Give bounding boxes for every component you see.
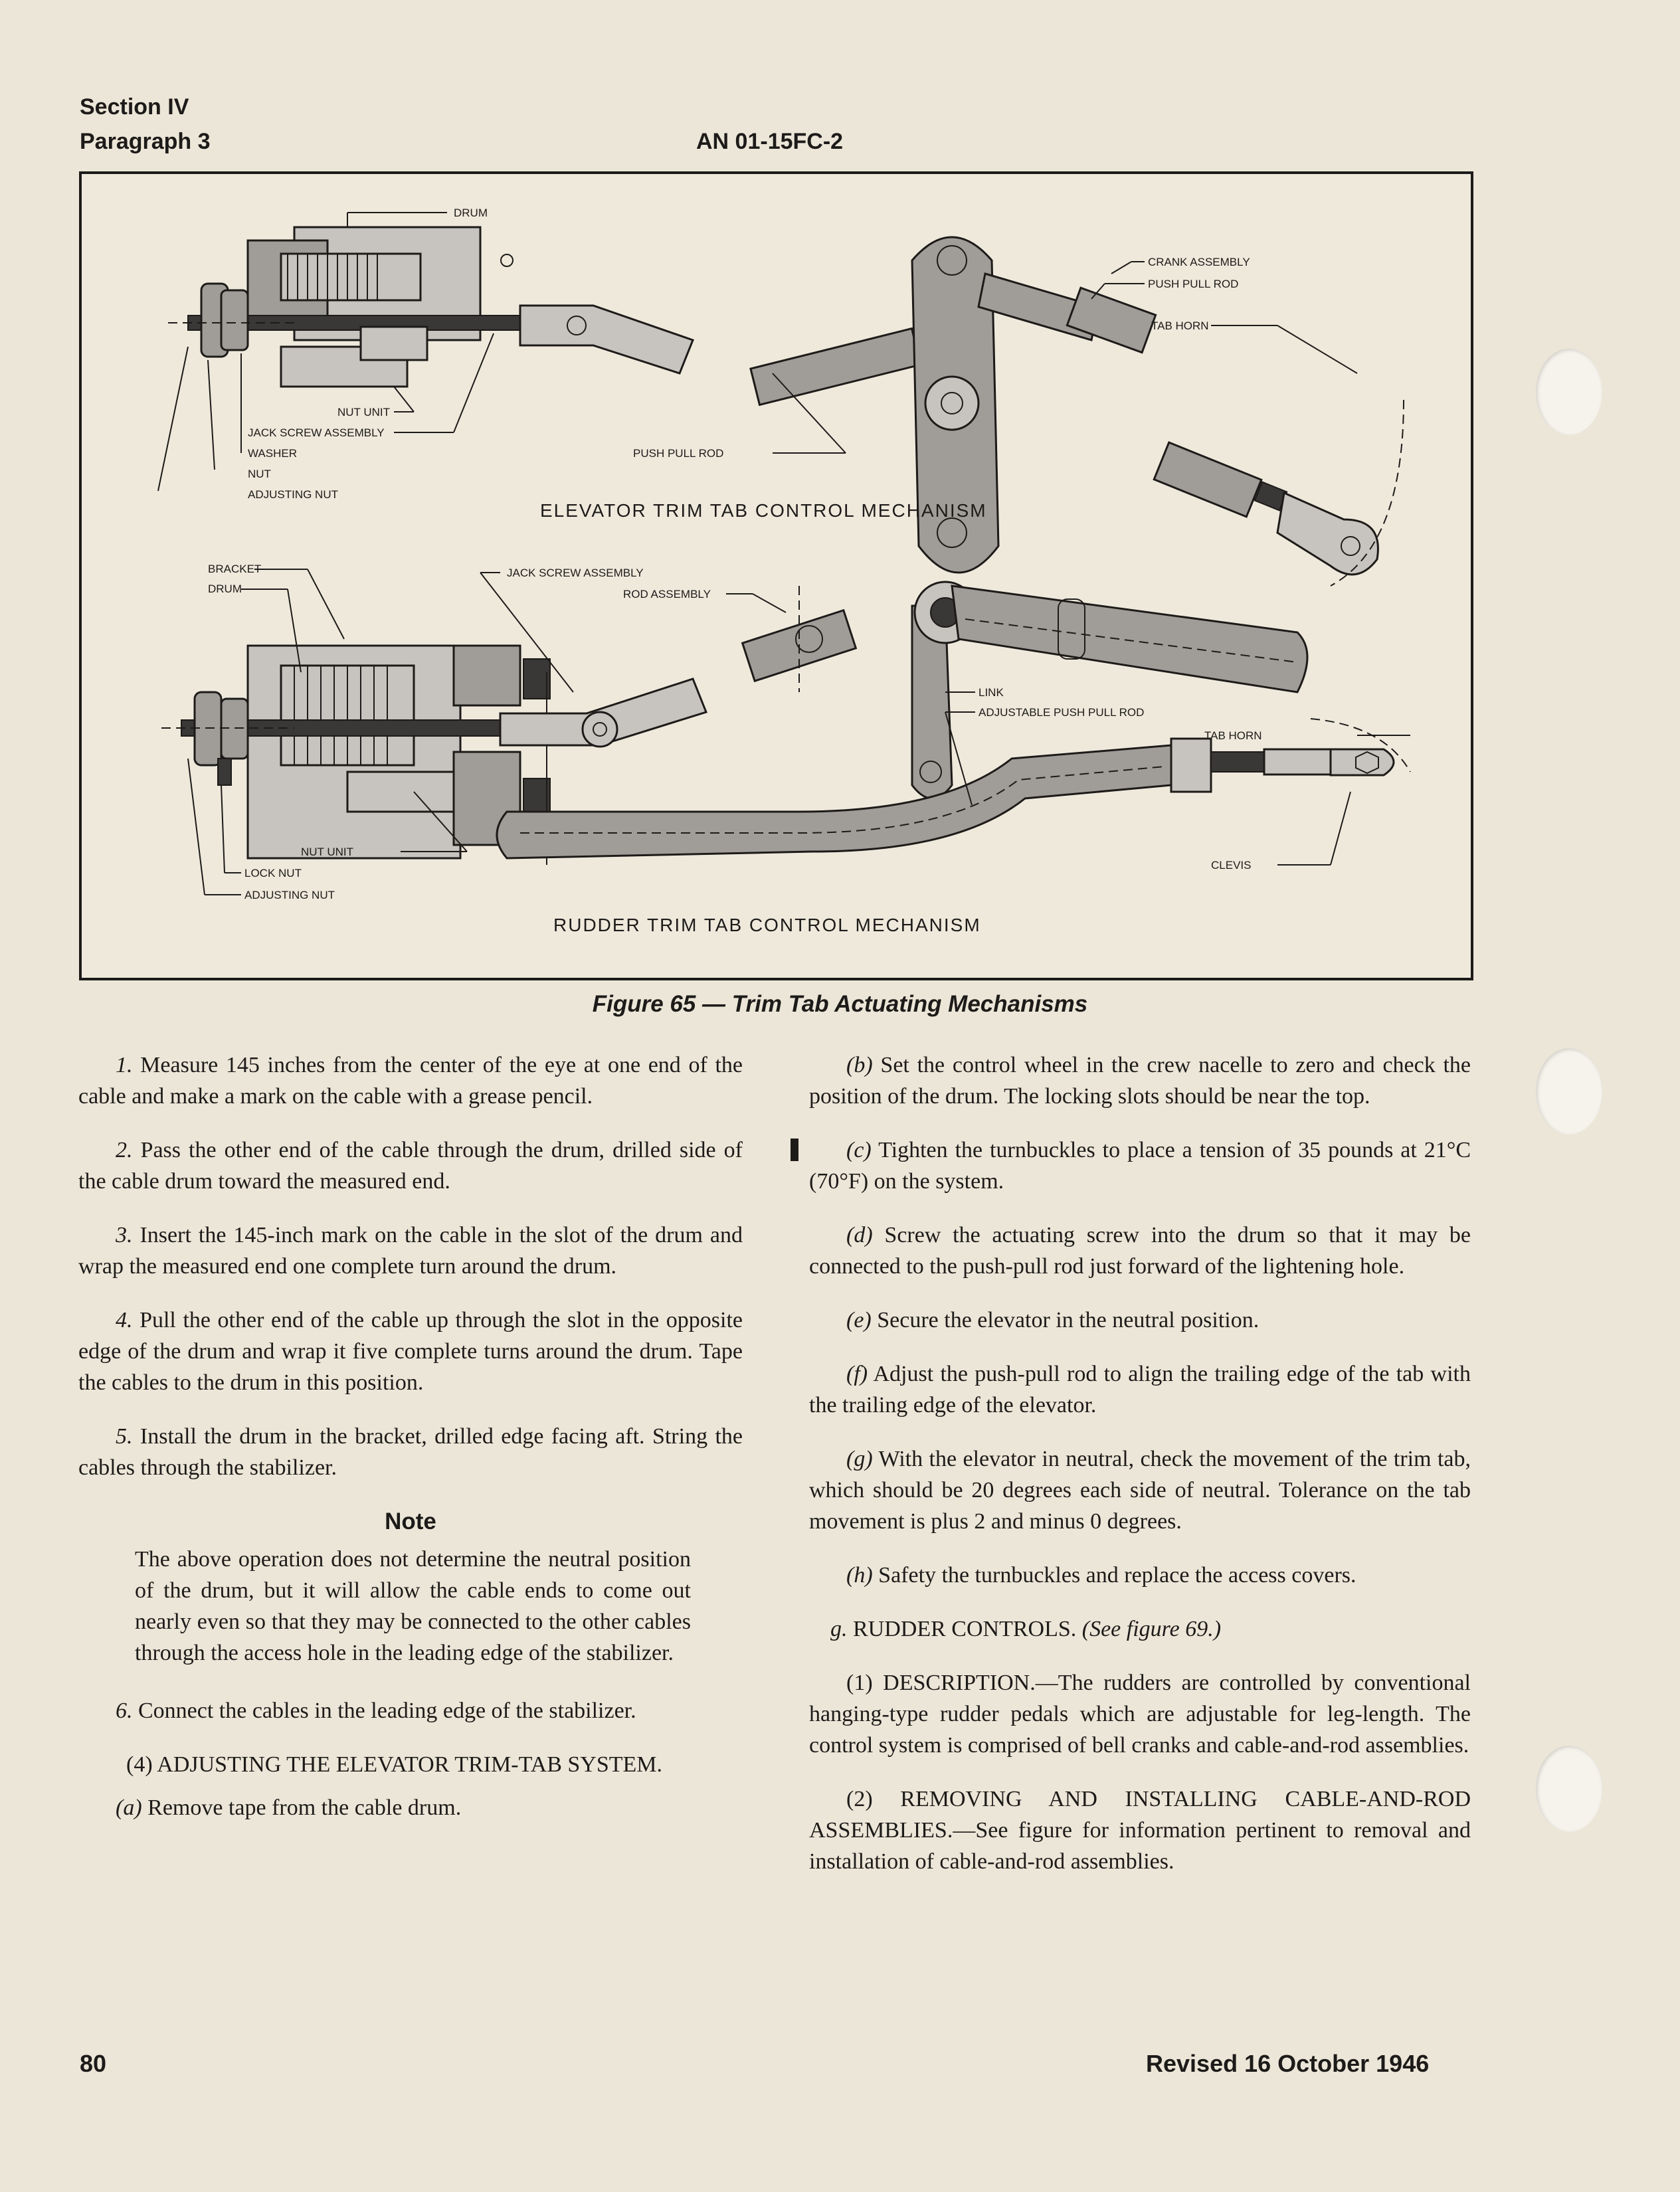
label-jack-screw-assembly: JACK SCREW ASSEMBLY <box>507 567 644 579</box>
step-d: (d) Screw the actuating screw into the drum so that it may be connected to the push-pull rod just forward of the lightening hole. <box>809 1223 1471 1279</box>
change-bar <box>791 1139 798 1161</box>
figure-caption: Figure 65 — Trim Tab Actuating Mechanisms <box>592 991 1088 1017</box>
figure-65 <box>79 171 1473 980</box>
label-push-pull-rod-top: PUSH PULL ROD <box>1148 278 1239 290</box>
step-5: 5. Install the drum in the bracket, drilled edge facing aft. String the cables through the stabilizer. <box>78 1424 743 1480</box>
step-g: (g) With the elevator in neutral, check the movement of the trim tab, which should be 20 degrees each side of neutral. Tolerance on the tab movement is plus 2 and minus 0 degrees. <box>809 1447 1471 1534</box>
step-b: (b) Set the control wheel in the crew nacelle to zero and check the position of the drum. The locking slots should be near the top. <box>809 1053 1471 1109</box>
step-a: (a) Remove tape from the cable drum. <box>116 1795 462 1820</box>
label-nut: NUT <box>248 468 271 480</box>
label-link: LINK <box>979 686 1004 699</box>
label-rod-assembly: ROD ASSEMBLY <box>623 588 711 600</box>
label-nut-unit: NUT UNIT <box>301 846 354 858</box>
step-6: 6. Connect the cables in the leading edge of the stabilizer. <box>116 1698 636 1723</box>
label-nut-unit: NUT UNIT <box>337 406 391 418</box>
label-jack-screw-assembly: JACK SCREW ASSEMBLY <box>248 426 385 439</box>
step-e: (e) Secure the elevator in the neutral position. <box>846 1308 1260 1332</box>
label-tab-horn: TAB HORN <box>1204 729 1262 742</box>
step-1: 1. Measure 145 inches from the center of the eye at one end of the cable and make a mark on the cable with a grease pencil. <box>78 1053 743 1109</box>
elevator-mechanism-title: ELEVATOR TRIM TAB CONTROL MECHANISM <box>540 500 987 521</box>
trim-tab-mechanism-drawing <box>82 174 1471 978</box>
revision-date: Revised 16 October 1946 <box>1146 2050 1430 2077</box>
subsection-4-heading: (4) ADJUSTING THE ELEVATOR TRIM-TAB SYSTEM. <box>126 1752 663 1777</box>
step-3: 3. Insert the 145-inch mark on the cable in the slot of the drum and wrap the measured end one complete turn around the drum. <box>78 1223 743 1279</box>
label-tab-horn: TAB HORN <box>1151 320 1209 332</box>
label-adjusting-nut: ADJUSTING NUT <box>248 488 338 501</box>
elevator-push-pull-rod <box>520 306 921 405</box>
label-crank-assembly: CRANK ASSEMBLY <box>1148 256 1250 268</box>
page-number: 80 <box>80 2050 107 2077</box>
step-4: 4. Pull the other end of the cable up through the slot in the opposite edge of the drum and wrap it five complete turns around the drum. Tape the cables to the drum in this position. <box>78 1308 743 1395</box>
punch-hole <box>1536 349 1602 435</box>
paragraph-label: Paragraph 3 <box>80 129 211 154</box>
label-washer: WASHER <box>248 447 297 460</box>
rudder-controls-heading: g. RUDDER CONTROLS. (See figure 69.) <box>830 1617 1222 1641</box>
punch-hole <box>1536 1048 1602 1135</box>
elevator-drum-assembly <box>168 227 560 387</box>
left-column <box>78 1050 743 1846</box>
label-adjusting-nut: ADJUSTING NUT <box>244 889 335 901</box>
label-clevis: CLEVIS <box>1211 859 1252 871</box>
label-push-pull-rod-bottom: PUSH PULL ROD <box>633 447 724 460</box>
label-bracket: BRACKET <box>208 563 262 575</box>
note-heading: Note <box>385 1508 436 1534</box>
step-c: (c) Tighten the turnbuckles to place a tension of 35 pounds at 21°C (70°F) on the system. <box>809 1135 1471 1197</box>
step-f: (f) Adjust the push-pull rod to align the trailing edge of the tab with the trailing edge of the elevator. <box>809 1362 1471 1417</box>
step-2: 2. Pass the other end of the cable through the drum, drilled side of the cable drum toward the measured end. <box>78 1138 743 1194</box>
elevator-tab-horn <box>1154 400 1404 586</box>
elevator-crank-assembly <box>912 237 1156 573</box>
note-body: The above operation does not determine the neutral position of the drum, but it will allow the cable ends to come out nearly even so that they may be connected to the other cables through the access hole in the leading edge of the stabilizer. <box>135 1547 691 1665</box>
label-drum: DRUM <box>454 207 488 219</box>
rudder-drum-assembly <box>161 646 550 865</box>
label-adjustable-push-pull-rod: ADJUSTABLE PUSH PULL ROD <box>979 706 1145 719</box>
label-lock-nut: LOCK NUT <box>244 867 302 879</box>
right-column <box>809 1050 1471 1900</box>
rudder-mechanism-title: RUDDER TRIM TAB CONTROL MECHANISM <box>553 915 981 935</box>
step-h: (h) Safety the turnbuckles and replace the access covers. <box>846 1563 1356 1588</box>
document-number: AN 01-15FC-2 <box>696 129 844 154</box>
punch-hole <box>1536 1746 1602 1832</box>
description-paragraph: (1) DESCRIPTION.—The rudders are controlled by conventional hanging-type rudder pedals which are adjustable for leg-length. The control system is comprised of bell cranks and cable-and-rod assemblies. <box>809 1671 1471 1758</box>
label-drum: DRUM <box>208 583 242 595</box>
removing-installing-paragraph: (2) REMOVING AND INSTALLING CABLE-AND-ROD ASSEMBLIES.—See figure for information pertinent to removal and installation of cable-and-rod assemblies. <box>809 1787 1471 1874</box>
section-label: Section IV <box>80 94 189 120</box>
